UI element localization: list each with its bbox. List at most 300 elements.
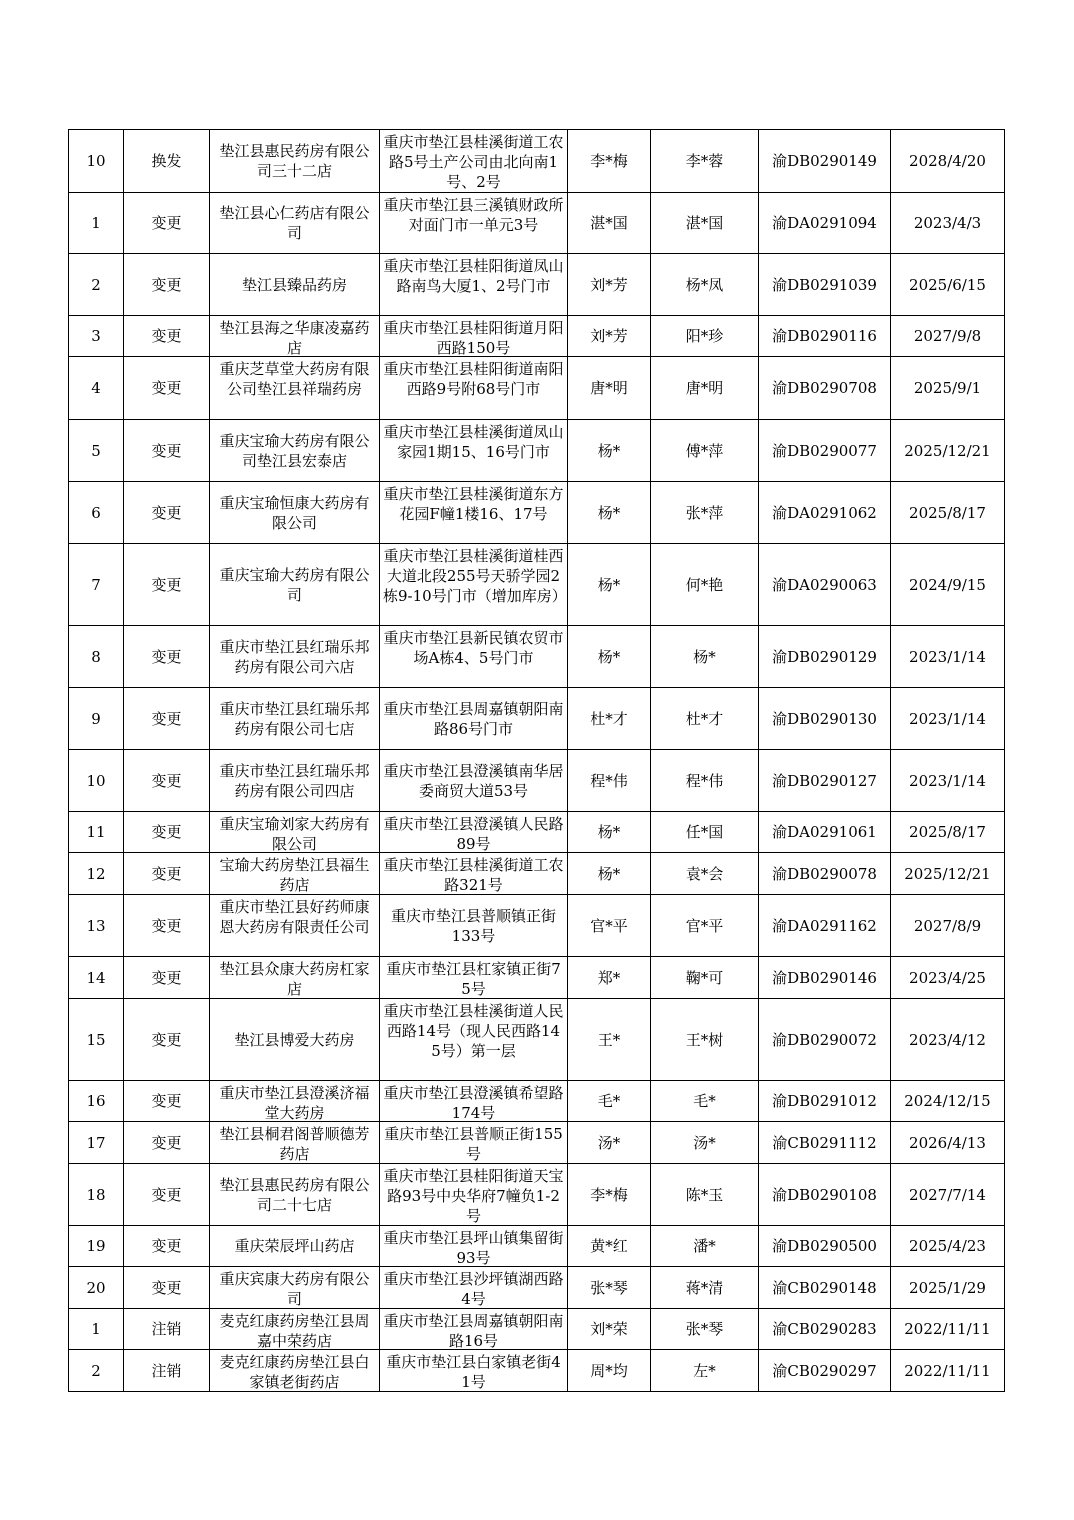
pharmacy-address: 重庆市垫江县普顺镇正街133号 — [390, 906, 556, 945]
action-type-cell — [124, 1081, 210, 1122]
license-number: 渝CB0291112 — [772, 1133, 877, 1152]
pharmacy-address: 重庆市垫江县澄溪镇南华居委商贸大道53号 — [383, 761, 564, 800]
person-in-charge-cell — [651, 482, 759, 544]
action-type: 变更 — [151, 1185, 182, 1204]
table-row — [69, 130, 1005, 193]
pharmacy-address-cell — [380, 1267, 568, 1309]
expiry-date: 2026/4/13 — [909, 1133, 986, 1152]
table-row — [69, 1350, 1005, 1392]
person-in-charge: 蒋*清 — [685, 1278, 724, 1297]
person-in-charge: 左* — [693, 1361, 716, 1380]
pharmacy-address-cell — [380, 750, 568, 812]
expiry-date-cell — [891, 482, 1005, 544]
legal-representative-cell — [568, 193, 651, 254]
legal-representative: 黄*红 — [590, 1237, 628, 1255]
row-number-cell — [69, 750, 124, 812]
person-in-charge-cell — [651, 544, 759, 626]
license-number-cell — [759, 853, 891, 895]
legal-representative-cell — [568, 1164, 651, 1226]
row-number: 3 — [91, 327, 101, 345]
pharmacy-name: 重庆宝瑜大药房有限公司垫江县宏泰店 — [219, 431, 370, 470]
expiry-date-cell — [891, 853, 1005, 895]
action-type: 变更 — [151, 823, 182, 841]
person-in-charge: 傅*萍 — [685, 441, 724, 460]
action-type: 变更 — [151, 709, 182, 728]
pharmacy-name-cell — [210, 957, 380, 999]
action-type-cell — [124, 544, 210, 626]
pharmacy-address: 重庆市垫江县桂溪街道工农路321号 — [383, 856, 564, 894]
person-in-charge: 任*国 — [685, 823, 724, 841]
action-type: 变更 — [151, 916, 182, 935]
legal-representative-cell — [568, 853, 651, 895]
expiry-date: 2022/11/11 — [904, 1361, 991, 1380]
pharmacy-name-cell — [210, 999, 380, 1081]
action-type-cell — [124, 1309, 210, 1350]
action-type-cell — [124, 812, 210, 853]
table-row — [69, 853, 1005, 895]
pharmacy-address: 重庆市垫江县桂阳街道凤山路南鸟大厦1、2号门市 — [383, 257, 564, 295]
person-in-charge-cell — [651, 895, 759, 957]
license-number: 渝DA0291094 — [772, 214, 877, 232]
pharmacy-address-cell — [380, 1122, 568, 1164]
row-number: 12 — [86, 864, 106, 883]
pharmacy-name-cell — [210, 750, 380, 812]
person-in-charge-cell — [651, 853, 759, 895]
pharmacy-name: 垫江县海之华康凌嘉药店 — [219, 319, 370, 356]
table-row — [69, 999, 1005, 1081]
pharmacy-name-cell — [210, 482, 380, 544]
person-in-charge-cell — [651, 130, 759, 193]
person-in-charge: 汤* — [693, 1133, 716, 1152]
expiry-date-cell — [891, 750, 1005, 812]
person-in-charge: 毛* — [693, 1092, 716, 1110]
pharmacy-name-cell — [210, 1350, 380, 1392]
pharmacy-address-cell — [380, 357, 568, 420]
expiry-date-cell — [891, 254, 1005, 316]
license-number-cell — [759, 544, 891, 626]
person-in-charge: 王*树 — [685, 1030, 724, 1049]
action-type-cell — [124, 853, 210, 895]
row-number-cell — [69, 1122, 124, 1164]
legal-representative-cell — [568, 750, 651, 812]
pharmacy-address: 重庆市垫江县澄溪镇希望路174号 — [383, 1084, 564, 1121]
person-in-charge: 陈*玉 — [685, 1185, 724, 1204]
action-type: 变更 — [151, 1030, 182, 1049]
legal-representative: 刘*荣 — [590, 1320, 628, 1338]
license-number-cell — [759, 999, 891, 1081]
person-in-charge-cell — [651, 1350, 759, 1392]
row-number: 1 — [91, 214, 101, 232]
row-number: 1 — [91, 1320, 101, 1338]
legal-representative-cell — [568, 316, 651, 357]
legal-representative: 刘*芳 — [590, 275, 628, 294]
row-number: 11 — [86, 823, 106, 841]
legal-representative: 周*均 — [590, 1361, 628, 1380]
legal-representative: 杨* — [597, 647, 621, 666]
license-number-cell — [759, 812, 891, 853]
pharmacy-address: 重庆市垫江县白家镇老街41号 — [386, 1353, 561, 1391]
legal-representative: 郑* — [597, 968, 621, 987]
pharmacy-address: 重庆市垫江县杠家镇正街75号 — [386, 960, 561, 998]
pharmacy-name: 重庆市垫江县红瑞乐邦药房有限公司四店 — [219, 761, 370, 800]
person-in-charge: 杨* — [693, 647, 716, 666]
pharmacy-name-cell — [210, 1267, 380, 1309]
expiry-date: 2023/4/12 — [909, 1030, 986, 1049]
pharmacy-address-cell — [380, 626, 568, 688]
pharmacy-name: 垫江县博爱大药房 — [234, 1030, 355, 1049]
action-type: 变更 — [151, 275, 182, 294]
person-in-charge-cell — [651, 1164, 759, 1226]
pharmacy-name: 垫江县心仁药店有限公司 — [219, 204, 370, 242]
pharmacy-address-cell — [380, 957, 568, 999]
license-number: 渝DB0290708 — [772, 379, 877, 397]
row-number-cell — [69, 316, 124, 357]
pharmacy-name-cell — [210, 316, 380, 357]
person-in-charge: 张*萍 — [685, 503, 724, 522]
legal-representative: 汤* — [597, 1133, 621, 1152]
table-row — [69, 812, 1005, 853]
legal-representative: 杨* — [597, 864, 621, 883]
legal-representative: 杨* — [597, 441, 621, 460]
action-type-cell — [124, 482, 210, 544]
pharmacy-name: 重庆宝瑜恒康大药房有限公司 — [219, 493, 370, 532]
pharmacy-address-cell — [380, 420, 568, 482]
row-number: 17 — [86, 1133, 106, 1152]
expiry-date: 2025/9/1 — [913, 379, 982, 397]
person-in-charge-cell — [651, 357, 759, 420]
license-number: 渝DB0290078 — [772, 864, 877, 883]
person-in-charge: 唐*明 — [685, 379, 724, 397]
pharmacy-address-cell — [380, 999, 568, 1081]
license-number: 渝DB0291012 — [772, 1092, 877, 1110]
license-number: 渝CB0290297 — [772, 1361, 877, 1380]
pharmacy-name-cell — [210, 254, 380, 316]
pharmacy-name-cell — [210, 1122, 380, 1164]
legal-representative-cell — [568, 420, 651, 482]
pharmacy-address: 重庆市垫江县三溪镇财政所对面门市一单元3号 — [383, 196, 564, 234]
expiry-date-cell — [891, 626, 1005, 688]
person-in-charge: 湛*国 — [685, 214, 724, 232]
action-type: 变更 — [151, 647, 182, 666]
row-number: 18 — [86, 1185, 106, 1204]
expiry-date: 2025/8/17 — [909, 503, 986, 522]
legal-representative: 李*梅 — [590, 152, 628, 170]
pharmacy-name: 垫江县惠民药房有限公司二十七店 — [219, 1175, 370, 1214]
legal-representative: 程*伟 — [590, 771, 628, 790]
expiry-date-cell — [891, 1350, 1005, 1392]
license-number: 渝DB0290116 — [772, 327, 877, 345]
legal-representative: 官*平 — [590, 916, 628, 935]
license-number-cell — [759, 482, 891, 544]
row-number: 5 — [91, 441, 101, 460]
action-type-cell — [124, 357, 210, 420]
action-type: 变更 — [151, 441, 182, 460]
legal-representative-cell — [568, 254, 651, 316]
license-number: 渝DA0291062 — [772, 503, 877, 522]
pharmacy-address-cell — [380, 1350, 568, 1392]
pharmacy-address-cell — [380, 1226, 568, 1267]
row-number-cell — [69, 999, 124, 1081]
license-number-cell — [759, 130, 891, 193]
expiry-date: 2023/4/25 — [909, 968, 986, 987]
legal-representative: 唐*明 — [590, 379, 628, 397]
person-in-charge-cell — [651, 626, 759, 688]
legal-representative-cell — [568, 544, 651, 626]
pharmacy-name: 垫江县桐君阁普顺德芳药店 — [219, 1125, 370, 1163]
expiry-date: 2024/9/15 — [909, 575, 986, 594]
pharmacy-address-cell — [380, 688, 568, 750]
action-type: 变更 — [151, 214, 182, 232]
expiry-date-cell — [891, 688, 1005, 750]
person-in-charge: 阳*珍 — [685, 327, 724, 345]
legal-representative: 李*梅 — [590, 1185, 628, 1204]
legal-representative-cell — [568, 1081, 651, 1122]
license-number-cell — [759, 1226, 891, 1267]
pharmacy-address-cell — [380, 895, 568, 957]
row-number-cell — [69, 812, 124, 853]
person-in-charge-cell — [651, 420, 759, 482]
action-type: 注销 — [151, 1320, 182, 1338]
legal-representative-cell — [568, 999, 651, 1081]
row-number-cell — [69, 895, 124, 957]
pharmacy-name-cell — [210, 130, 380, 193]
expiry-date-cell — [891, 1226, 1005, 1267]
action-type-cell — [124, 688, 210, 750]
pharmacy-address-cell — [380, 1164, 568, 1226]
license-number-cell — [759, 254, 891, 316]
row-number: 9 — [91, 709, 101, 728]
person-in-charge: 袁*会 — [685, 864, 724, 883]
row-number-cell — [69, 626, 124, 688]
expiry-date: 2025/12/21 — [904, 441, 991, 460]
legal-representative: 杜*才 — [590, 709, 628, 728]
expiry-date-cell — [891, 812, 1005, 853]
person-in-charge: 何*艳 — [685, 575, 724, 594]
action-type: 变更 — [151, 1278, 182, 1297]
row-number: 15 — [86, 1030, 106, 1049]
expiry-date-cell — [891, 1081, 1005, 1122]
action-type-cell — [124, 626, 210, 688]
license-number-cell — [759, 895, 891, 957]
expiry-date: 2027/7/14 — [909, 1185, 986, 1204]
legal-representative-cell — [568, 626, 651, 688]
action-type: 变更 — [151, 1092, 182, 1110]
pharmacy-name: 垫江县众康大药房杠家店 — [219, 960, 370, 998]
legal-representative: 杨* — [597, 503, 621, 522]
pharmacy-name: 宝瑜大药房垫江县福生药店 — [219, 856, 370, 894]
table-row — [69, 482, 1005, 544]
row-number-cell — [69, 357, 124, 420]
pharmacy-name: 重庆市垫江县红瑞乐邦药房有限公司六店 — [219, 637, 370, 676]
expiry-date-cell — [891, 1164, 1005, 1226]
expiry-date: 2022/11/11 — [904, 1320, 991, 1338]
expiry-date-cell — [891, 895, 1005, 957]
license-number: 渝DA0291162 — [772, 916, 877, 935]
action-type-cell — [124, 1122, 210, 1164]
action-type: 变更 — [151, 864, 182, 883]
expiry-date-cell — [891, 1122, 1005, 1164]
pharmacy-address: 重庆市垫江县桂阳街道南阳西路9号附68号门市 — [383, 360, 564, 398]
row-number-cell — [69, 420, 124, 482]
pharmacy-name-cell — [210, 1164, 380, 1226]
license-number-cell — [759, 626, 891, 688]
action-type-cell — [124, 999, 210, 1081]
row-number: 14 — [86, 968, 106, 987]
pharmacy-name: 垫江县臻品药房 — [241, 275, 347, 294]
license-number: 渝DA0290063 — [772, 575, 877, 594]
row-number: 4 — [91, 379, 101, 397]
action-type: 变更 — [151, 1237, 182, 1255]
pharmacy-address: 重庆市垫江县桂溪街道工农路5号土产公司由北向南1号、2号 — [383, 133, 564, 191]
row-number: 10 — [86, 771, 106, 790]
pharmacy-name: 垫江县惠民药房有限公司三十二店 — [219, 142, 370, 180]
table-row — [69, 1309, 1005, 1350]
expiry-date: 2023/1/14 — [909, 771, 986, 790]
person-in-charge-cell — [651, 193, 759, 254]
legal-representative-cell — [568, 688, 651, 750]
row-number-cell — [69, 1226, 124, 1267]
pharmacy-name: 重庆市垫江县红瑞乐邦药房有限公司七店 — [219, 699, 370, 738]
expiry-date-cell — [891, 957, 1005, 999]
table-row — [69, 688, 1005, 750]
license-number-cell — [759, 357, 891, 420]
row-number: 20 — [86, 1278, 106, 1297]
expiry-date: 2025/12/21 — [904, 864, 991, 883]
pharmacy-name-cell — [210, 1081, 380, 1122]
row-number-cell — [69, 688, 124, 750]
table-row — [69, 1081, 1005, 1122]
expiry-date: 2028/4/20 — [909, 152, 986, 170]
pharmacy-address-cell — [380, 544, 568, 626]
person-in-charge-cell — [651, 688, 759, 750]
row-number-cell — [69, 130, 124, 193]
pharmacy-name: 重庆宝瑜刘家大药房有限公司 — [219, 815, 370, 852]
pharmacy-name-cell — [210, 1226, 380, 1267]
table-row — [69, 544, 1005, 626]
person-in-charge-cell — [651, 750, 759, 812]
table-row — [69, 1164, 1005, 1226]
pharmacy-address: 重庆市垫江县桂溪街道东方花园F幢1楼16、17号 — [383, 485, 564, 523]
pharmacy-name-cell — [210, 853, 380, 895]
row-number: 10 — [86, 152, 106, 170]
row-number: 19 — [86, 1237, 106, 1255]
action-type: 变更 — [151, 771, 182, 790]
legal-representative-cell — [568, 957, 651, 999]
legal-representative-cell — [568, 1267, 651, 1309]
license-number-cell — [759, 1164, 891, 1226]
license-number: 渝DB0290149 — [772, 152, 877, 170]
legal-representative-cell — [568, 130, 651, 193]
license-number: 渝DB0290077 — [772, 441, 877, 460]
legal-representative-cell — [568, 1309, 651, 1350]
person-in-charge-cell — [651, 316, 759, 357]
table-row — [69, 193, 1005, 254]
table-row — [69, 1267, 1005, 1309]
expiry-date-cell — [891, 357, 1005, 420]
license-number: 渝DB0290072 — [772, 1030, 877, 1049]
license-number-cell — [759, 957, 891, 999]
pharmacy-name-cell — [210, 193, 380, 254]
table-row — [69, 1122, 1005, 1164]
action-type: 变更 — [151, 327, 182, 345]
row-number-cell — [69, 1164, 124, 1226]
expiry-date-cell — [891, 193, 1005, 254]
action-type: 换发 — [151, 152, 182, 170]
legal-representative: 湛*国 — [590, 214, 628, 232]
expiry-date: 2023/1/14 — [909, 647, 986, 666]
table-row — [69, 254, 1005, 316]
license-number-cell — [759, 1309, 891, 1350]
action-type-cell — [124, 895, 210, 957]
pharmacy-address: 重庆市垫江县坪山镇集留街93号 — [383, 1229, 564, 1266]
table-row — [69, 957, 1005, 999]
person-in-charge: 潘* — [693, 1237, 716, 1255]
table-row — [69, 420, 1005, 482]
expiry-date-cell — [891, 130, 1005, 193]
table-row — [69, 316, 1005, 357]
row-number-cell — [69, 193, 124, 254]
license-number: 渝DB0290500 — [772, 1237, 877, 1255]
table-row — [69, 626, 1005, 688]
license-change-table — [68, 129, 1005, 1392]
pharmacy-name-cell — [210, 812, 380, 853]
person-in-charge: 杜*才 — [685, 709, 724, 728]
row-number: 2 — [91, 1361, 101, 1380]
action-type-cell — [124, 316, 210, 357]
license-number-cell — [759, 750, 891, 812]
legal-representative: 毛* — [597, 1092, 621, 1110]
row-number: 16 — [86, 1092, 106, 1110]
action-type: 变更 — [151, 968, 182, 987]
license-number: 渝DB0290146 — [772, 968, 877, 987]
action-type-cell — [124, 1164, 210, 1226]
pharmacy-address-cell — [380, 482, 568, 544]
row-number: 2 — [91, 275, 101, 294]
pharmacy-name: 重庆荣辰坪山药店 — [234, 1237, 355, 1255]
license-number: 渝CB0290283 — [772, 1320, 877, 1338]
person-in-charge-cell — [651, 1309, 759, 1350]
action-type-cell — [124, 1350, 210, 1392]
row-number-cell — [69, 1309, 124, 1350]
pharmacy-address: 重庆市垫江县周嘉镇朝阳南路16号 — [383, 1312, 564, 1349]
pharmacy-name: 重庆市垫江县好药师康恩大药房有限责任公司 — [219, 898, 370, 936]
action-type-cell — [124, 957, 210, 999]
action-type: 变更 — [151, 1133, 182, 1152]
person-in-charge: 程*伟 — [685, 771, 724, 790]
person-in-charge-cell — [651, 812, 759, 853]
legal-representative: 杨* — [597, 575, 621, 594]
expiry-date: 2025/4/23 — [909, 1237, 986, 1255]
legal-representative-cell — [568, 482, 651, 544]
legal-representative-cell — [568, 357, 651, 420]
expiry-date: 2023/4/3 — [913, 214, 982, 232]
pharmacy-address-cell — [380, 1309, 568, 1350]
row-number-cell — [69, 544, 124, 626]
table-row — [69, 750, 1005, 812]
pharmacy-address-cell — [380, 853, 568, 895]
license-number: 渝DB0290129 — [772, 647, 877, 666]
action-type-cell — [124, 130, 210, 193]
expiry-date: 2024/12/15 — [904, 1092, 991, 1110]
expiry-date-cell — [891, 420, 1005, 482]
license-number: 渝CB0290148 — [772, 1278, 877, 1297]
license-number-cell — [759, 1350, 891, 1392]
expiry-date: 2027/9/8 — [913, 327, 982, 345]
pharmacy-address: 重庆市垫江县沙坪镇湖西路4号 — [383, 1270, 564, 1308]
expiry-date: 2025/6/15 — [909, 275, 986, 294]
license-number-cell — [759, 316, 891, 357]
row-number-cell — [69, 853, 124, 895]
